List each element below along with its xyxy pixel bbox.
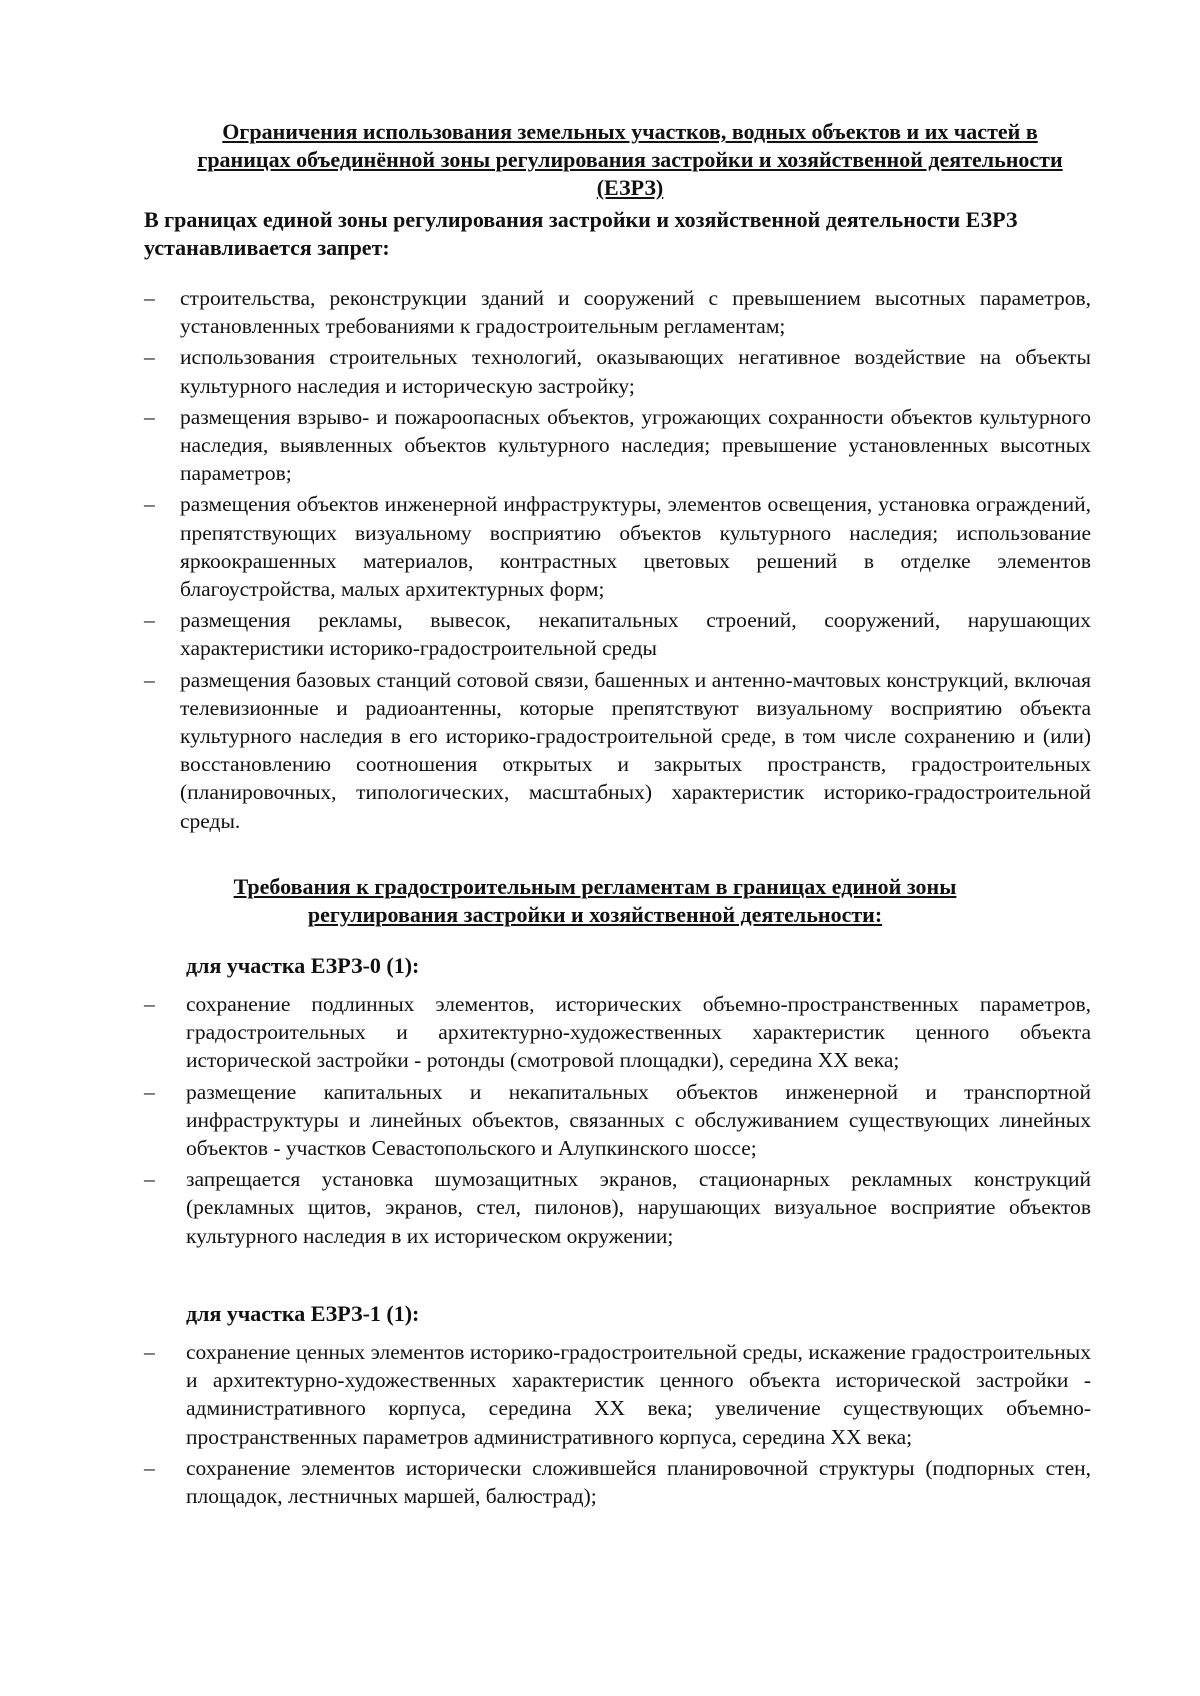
- section-1-title: для участка ЕЗРЗ-1 (1):: [186, 1301, 420, 1326]
- prohibition-item: [144, 284, 1091, 340]
- prohibition-text: строительства, реконструкции зданий и сооружений с превышением высотных параметров, установленных требованиями к градостроительным регламентам;: [180, 286, 1091, 339]
- bullet-dash: –: [144, 608, 155, 633]
- bullet-dash: –: [144, 992, 155, 1016]
- prohibition-text: использования строительных технологий, оказывающих негативное воздействие на объекты культурного наследия и историческую застройку;: [180, 345, 1091, 398]
- bullet-dash: –: [144, 286, 155, 310]
- requirement-text: размещение капитальных и некапитальных объектов инженерной и транспортной инфраструктуры и линейных объектов, связанных с обслуживанием существующих линейных объектов - участков Севастопольского и Алупкинского шоссе;: [186, 1079, 1091, 1161]
- requirement-text: сохранение подлинных элементов, исторических объемно-пространственных параметров, градостроительных и архитектурно-художественных характеристик ценного объекта исторической застройки - ротонды (смотровой площадки), середина XX века;: [186, 992, 1091, 1073]
- document-title: [140, 118, 1120, 202]
- document-title-line: (ЕЗРЗ): [596, 175, 664, 200]
- prohibition-item: [144, 666, 1091, 835]
- document-title-line: Ограничения использования земельных участков, водных объектов и их частей в: [222, 119, 1038, 144]
- document-title-line: границах объединённой зоны регулирования застройки и хозяйственной деятельности: [197, 147, 1063, 172]
- prohibition-item: [144, 403, 1091, 488]
- prohibition-item: [144, 606, 1091, 662]
- bullet-dash: –: [144, 1340, 155, 1364]
- bullet-dash: –: [144, 345, 155, 370]
- bullet-dash: –: [144, 1079, 155, 1104]
- requirement-text: сохранение элементов исторически сложившейся планировочной структуры (подпорных стен, площадок, лестничных маршей, балюстрад);: [186, 1455, 1091, 1509]
- requirement-text: сохранение ценных элементов историко-градостроительной среды, искажение градостроительных и архитектурно-художественных характеристик ценного объекта исторической застройки - административного корпуса, середина XX века; увеличение существующих объемно-пространственных параметров административного корпуса, середина XX века;: [186, 1340, 1091, 1449]
- requirement-item: [144, 990, 1091, 1075]
- requirements-heading-line: Требования к градостроительным регламентам в границах единой зоны: [233, 874, 957, 899]
- prohibition-text: размещения базовых станций сотовой связи, башенных и антенно-мачтовых конструкций, включая телевизионные и радиоантенны, которые препятствуют визуальному восприятию объекта культурного наследия в его историко-градостроительной среде, в том числе сохранению и (или) восстановлению соотношения открытых и закрытых пространств, градостроительных (планировочных, типологических, масштабных) характеристик историко-градостроительной среды.: [180, 667, 1091, 833]
- prohibition-text: размещения объектов инженерной инфраструктуры, элементов освещения, установка ограждений, препятствующих визуальному восприятию объектов культурного наследия; использование яркоокрашенных материалов, контрастных цветовых решений в отделке элементов благоустройства, малых архитектурных форм;: [180, 492, 1091, 602]
- requirements-heading-line: регулирования застройки и хозяйственной деятельности:: [307, 902, 883, 927]
- bullet-dash: –: [144, 1455, 155, 1480]
- requirement-item: [144, 1165, 1091, 1250]
- bullet-dash: –: [144, 667, 155, 692]
- intro-line: устанавливается запрет:: [144, 235, 390, 260]
- section-1-list: [144, 1338, 1091, 1510]
- prohibition-list: [144, 284, 1091, 835]
- bullet-dash: –: [144, 404, 155, 429]
- bullet-dash: –: [144, 1167, 155, 1192]
- requirement-text: запрещается установка шумозащитных экранов, стационарных рекламных конструкций (рекламных щитов, экранов, стел, пилонов), нарушающих визуальное восприятие объектов культурного наследия в их историческом окружении;: [186, 1167, 1091, 1248]
- requirement-item: [144, 1078, 1091, 1163]
- prohibition-item: [144, 343, 1091, 399]
- section-0-title: для участка ЕЗРЗ-0 (1):: [186, 953, 420, 978]
- prohibition-text: размещения рекламы, вывесок, некапитальных строений, сооружений, нарушающих характеристики историко-градостроительной среды: [180, 608, 1091, 661]
- bullet-dash: –: [144, 492, 155, 517]
- section-0-list: [144, 990, 1091, 1250]
- requirements-heading: [180, 873, 1010, 929]
- intro-line: В границах единой зоны регулирования застройки и хозяйственной деятельности ЕЗРЗ: [144, 207, 1018, 232]
- requirement-item: [144, 1338, 1091, 1451]
- requirement-item: [144, 1454, 1091, 1510]
- prohibition-item: [144, 490, 1091, 603]
- prohibition-text: размещения взрыво- и пожароопасных объектов, угрожающих сохранности объектов культурного наследия, выявленных объектов культурного наследия; превышение установленных высотных параметров;: [180, 404, 1091, 486]
